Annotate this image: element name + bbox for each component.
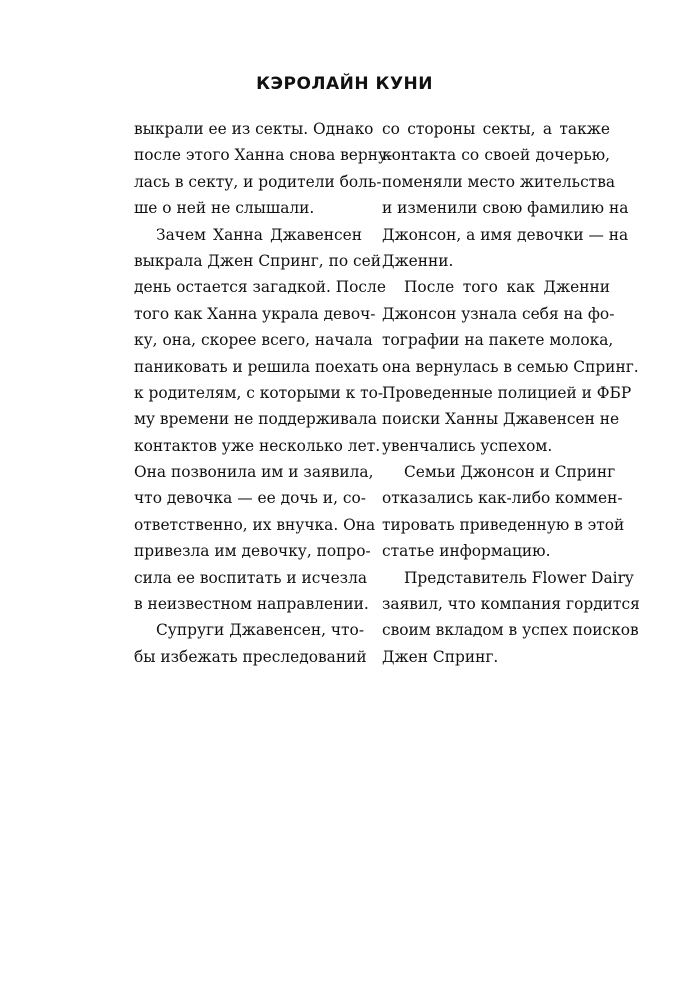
text-line: ответственно, их внучка. Она <box>134 515 376 534</box>
text-line: выкрала Джен Спринг, по сей <box>134 251 381 270</box>
text-line: Она позвонила им и заявила, <box>134 463 374 482</box>
text-line: своим вкладом в успех поисков <box>382 621 639 640</box>
text-line: увенчались успехом. <box>382 436 553 455</box>
text-line: Супруги Джавенсен, что- <box>156 621 365 640</box>
text-line: и изменили свою фамилию на <box>382 199 629 218</box>
text-line: отказались как-либо коммен- <box>382 489 623 508</box>
text-line: тировать приведенную в этой <box>382 515 625 534</box>
text-line: Дженни. <box>382 251 454 270</box>
text-line: Зачем Ханна Джавенсен <box>156 225 362 244</box>
text-line: того как Ханна украла девоч- <box>134 304 376 323</box>
text-line: Джонсон узнала себя на фо- <box>382 304 615 323</box>
text-line: что девочка — ее дочь и, со- <box>134 489 366 508</box>
text-line: привезла им девочку, попро- <box>134 542 371 561</box>
text-line: тографии на пакете молока, <box>382 331 614 350</box>
left-column <box>134 116 393 670</box>
running-head: КЭРОЛАЙН КУНИ <box>256 74 433 94</box>
text-line: со стороны секты, а также <box>382 120 610 138</box>
text-line: поменяли место жительства <box>382 172 616 191</box>
text-line: выкрали ее из секты. Однако <box>134 120 374 138</box>
text-line: к родителям, с которыми к то- <box>134 383 384 402</box>
text-line: в неизвестном направлении. <box>134 595 369 614</box>
text-line: контакта со своей дочерью, <box>382 146 610 165</box>
text-line: Представитель Flower Dairy <box>404 568 634 587</box>
right-column <box>382 116 640 670</box>
text-line: паниковать и решила поехать <box>134 357 379 376</box>
text-line: день остается загадкой. После <box>134 278 386 297</box>
text-line: заявил, что компания гордится <box>382 595 640 614</box>
text-line: Джен Спринг. <box>382 647 499 666</box>
text-line: Семьи Джонсон и Спринг <box>404 463 616 482</box>
text-line: статье информацию. <box>382 542 551 561</box>
text-line: му времени не поддерживала <box>134 410 377 429</box>
text-line: лась в секту, и родители боль- <box>134 172 382 191</box>
text-line: сила ее воспитать и исчезла <box>134 568 368 587</box>
text-line: контактов уже несколько лет. <box>134 436 381 455</box>
text-line: поиски Ханны Джавенсен не <box>382 410 620 429</box>
text-line: она вернулась в семью Спринг. <box>382 357 639 376</box>
text-line: ше о ней не слышали. <box>134 199 315 218</box>
text-line: Джонсон, а имя девочки — на <box>382 225 629 244</box>
text-line: бы избежать преследований <box>134 647 367 666</box>
text-line: ку, она, скорее всего, начала <box>134 331 373 350</box>
text-line: Проведенные полицией и ФБР <box>382 383 632 402</box>
text-line: После того как Дженни <box>404 278 610 297</box>
text-line: после этого Ханна снова верну- <box>134 146 393 165</box>
